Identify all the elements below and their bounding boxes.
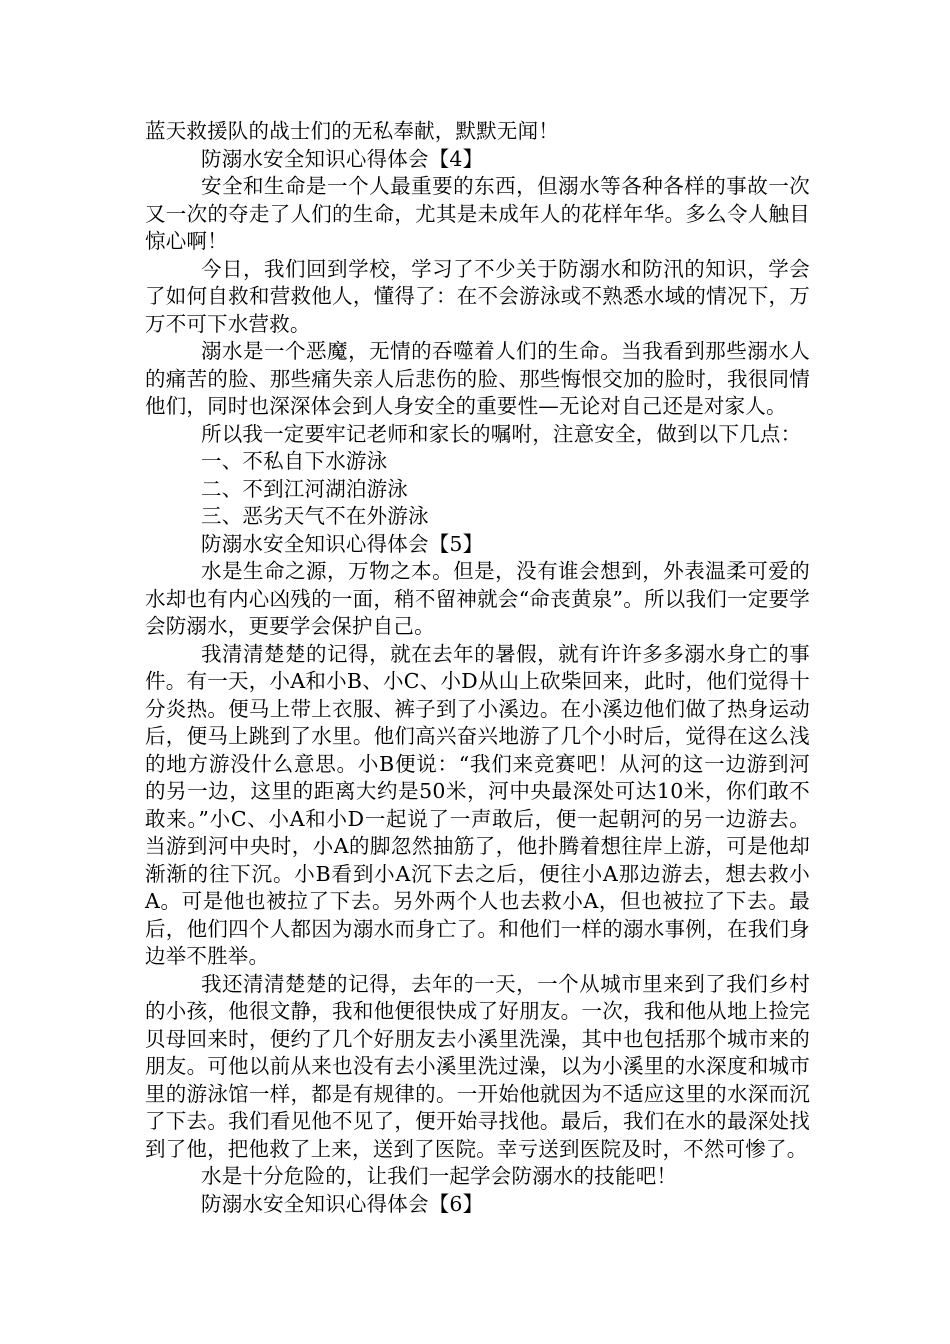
paragraph: 水是生命之源，万物之本。但是，没有谁会想到，外表温柔可爱的水却也有内心凶残的一面，稍不留神就会“命丧黄泉”。所以我们一定要学会防溺水，更要学会保护自己。 <box>145 559 810 638</box>
section-heading-4: 防溺水安全知识心得体会【4】 <box>201 146 484 171</box>
section-heading-6: 防溺水安全知识心得体会【6】 <box>201 1191 484 1216</box>
section-heading-5: 防溺水安全知识心得体会【5】 <box>201 531 484 556</box>
paragraph: 水是十分危险的，让我们一起学会防溺水的技能吧！ <box>201 1164 678 1188</box>
paragraph: 我清清楚楚的记得，就在去年的暑假，就有许许多多溺水身亡的事件。有一天，小A和小B、小C、小D从山上砍柴回来，此时，他们觉得十分炎热。便马上带上衣服、裤子到了小溪边。在小溪边他们做了热身运动后，便马上跳到了水里。他们高兴奋兴地游了几个小时后，觉得在这么浅的地方游没什么意思。小B便说：“我们来竞赛吧！从河的这一边游到河的另一边，这里的距离大约是50米，河中央最深处可达10米，你们敢不敢来。”小C、小A和小D一起说了一声敢后，便一起朝河的另一边游去。当游到河中央时，小A的脚忽然抽筋了，他扑腾着想往岸上游，可是他却渐渐的往下沉。小B看到小A沉下去之后，便往小A那边游去，想去救小A。可是他也被拉了下去。另外两个人也去救小A，但也被拉了下去。最后，他们四个人都因为溺水而身亡了。和他们一样的溺水事例，在我们身边举不胜举。 <box>145 641 810 968</box>
paragraph-continuation: 蓝天救援队的战士们的无私奉献，默默无闻！ <box>145 119 559 143</box>
list-item: 一、不私自下水游泳 <box>201 449 388 473</box>
paragraph: 所以我一定要牢记老师和家长的嘱咐，注意安全，做到以下几点： <box>201 421 802 446</box>
paragraph: 我还清清楚楚的记得，去年的一天，一个从城市里来到了我们乡村的小孩，他很文静，我和他便很快成了好朋友。一次，我和他从地上捡完贝母回来时，便约了几个好朋友去小溪里洗澡，其中也包括那个城市来的朋友。可他以前从来也没有去小溪里洗过澡，以为小溪里的水深度和城市里的游泳馆一样，都是有规律的。一开始他就因为不适应这里的水深而沉了下去。我们看见他不见了，便开始寻找他。最后，我们在水的最深处找到了他，把他救了上来，送到了医院。幸亏送到医院及时，不然可惨了。 <box>145 971 810 1161</box>
list-item: 三、恶劣天气不在外游泳 <box>201 504 429 528</box>
list-item: 二、不到江河湖泊游泳 <box>201 476 408 501</box>
paragraph: 安全和生命是一个人最重要的东西，但溺水等各种各样的事故一次又一次的夺走了人们的生命，尤其是未成年人的花样年华。多么令人触目惊心啊！ <box>145 174 810 253</box>
document-body <box>145 118 810 1218</box>
paragraph: 今日，我们回到学校，学习了不少关于防溺水和防汛的知识，学会了如何自救和营救他人，懂得了：在不会游泳或不熟悉水域的情况下，万万不可下水营救。 <box>145 256 810 336</box>
paragraph: 溺水是一个恶魔，无情的吞噬着人们的生命。当我看到那些溺水人的痛苦的脸、那些痛失亲人后悲伤的脸、那些悔恨交加的脸时，我很同情他们，同时也深深体会到人身安全的重要性—无论对自己还是对家人。 <box>145 339 810 418</box>
